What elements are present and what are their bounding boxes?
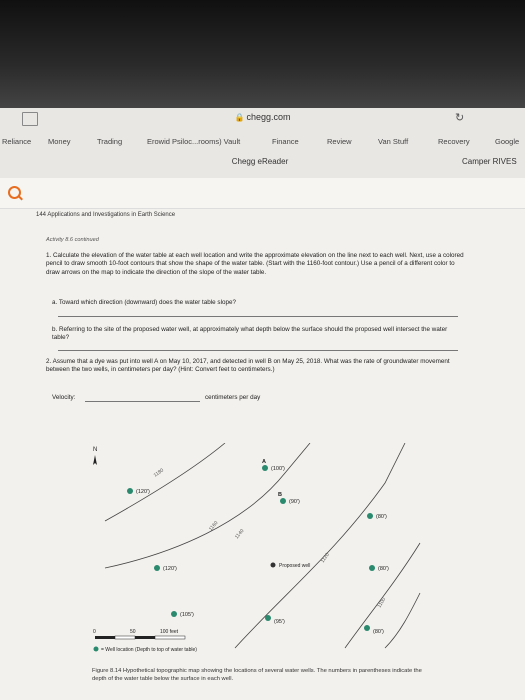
well-marker [369,565,375,571]
bookmarks-bar [0,134,525,150]
svg-text:50: 50 [130,629,136,635]
svg-text:0: 0 [93,629,96,635]
velocity-label: Velocity: [52,394,76,401]
bookmark-review[interactable]: Review [327,137,352,146]
well-label-a: (100') [271,466,285,472]
question-1a: a. Toward which direction (downward) does the water table slope? [52,299,236,306]
well-label: (105') [180,612,194,618]
question-1: 1. Calculate the elevation of the water table at each well location and write the approximate elevation on the line next to each well. Next, use a colored pencil to draw smooth 10-foot contours that show the shape of the water table. (Start with the 1160-foot contour.) Use a pencil of a different color to draw arrows on the map to indicate the direction of the slope of the water table. [46,252,464,276]
tab-chegg-ereader[interactable]: Chegg eReader [231,157,289,166]
well-label: (80') [378,566,389,572]
contour-label-1140: 1140 [233,528,246,541]
well-marker [367,513,373,519]
north-label: N [93,447,98,453]
well-label-b: (90') [289,499,300,505]
background-dark [0,0,525,108]
contour-label-1160: 1160 [207,520,220,533]
activity-label: Activity 8.6 continued [46,237,99,243]
proposed-well-label: Proposed well [279,563,311,569]
bookmark-reliance[interactable]: Reliance [2,137,32,146]
well-label: (120') [136,489,150,495]
tab-camper[interactable]: Camper RIVES [462,157,517,166]
well-marker [265,615,271,621]
contour-label-1120: 1120 [319,551,331,565]
well-label: (80') [373,629,384,635]
well-marker-b [280,498,286,504]
bookmark-money[interactable]: Money [48,137,71,146]
topographic-map [85,443,425,658]
well-label: (120') [163,566,177,572]
tab-row [0,152,525,172]
url-text: chegg.com [246,112,291,122]
velocity-unit: centimeters per day [205,394,261,401]
contour-label-1100: 1100 [376,596,388,609]
legend-text: = Well location (Depth to top of water table) [101,647,197,653]
question-2: 2. Assume that a dye was put into well A on May 10, 2017, and detected in well B on May 25, 2018. What was the rate of groundwater movement between the two wells, in centimeters per day? (Hint: Convert feet to centimeters.) [46,358,450,374]
well-name-b: B [278,492,282,498]
bookmark-google[interactable]: Google [495,137,520,146]
search-icon[interactable] [8,186,21,199]
proposed-well-marker [271,563,276,568]
bookmark-van-stuff[interactable]: Van Stuff [378,137,409,146]
browser-chrome [0,108,525,179]
bookmark-finance[interactable]: Finance [272,137,299,146]
well-label: (95') [274,619,285,625]
bookmark-recovery[interactable]: Recovery [438,137,470,146]
reload-icon[interactable]: ↻ [455,112,465,124]
lock-icon: 🔒 [234,113,245,122]
answer-line-1b[interactable] [58,350,458,351]
well-marker [364,625,370,631]
well-marker [171,611,177,617]
well-marker-a [262,465,268,471]
well-marker [127,488,133,494]
legend-well-icon [94,647,99,652]
address-bar[interactable] [0,108,525,130]
bookmark-trading[interactable]: Trading [97,137,123,146]
well-name-a: A [262,459,266,465]
figure-caption: Figure 8.14 Hypothetical topographic map showing the locations of several water wells. The numbers in parentheses indicate the depth of the water table below the surface in each well. [92,668,422,682]
velocity-answer-line[interactable] [85,401,200,402]
bookmark-erowid[interactable]: Erowid Psiloc...rooms) Vault [147,137,241,146]
contour-label-1180: 1180 [152,467,165,479]
question-1b: b. Referring to the site of the proposed water well, at approximately what depth below the surface should the proposed well intersect the water table? [52,326,448,342]
svg-text:100 feet: 100 feet [160,629,179,635]
page-header: 144 Applications and Investigations in Earth Science [36,212,176,218]
well-marker [154,565,160,571]
well-label: (80') [376,514,387,520]
answer-line-1a[interactable] [58,316,458,317]
ereader-toolbar [0,178,525,209]
